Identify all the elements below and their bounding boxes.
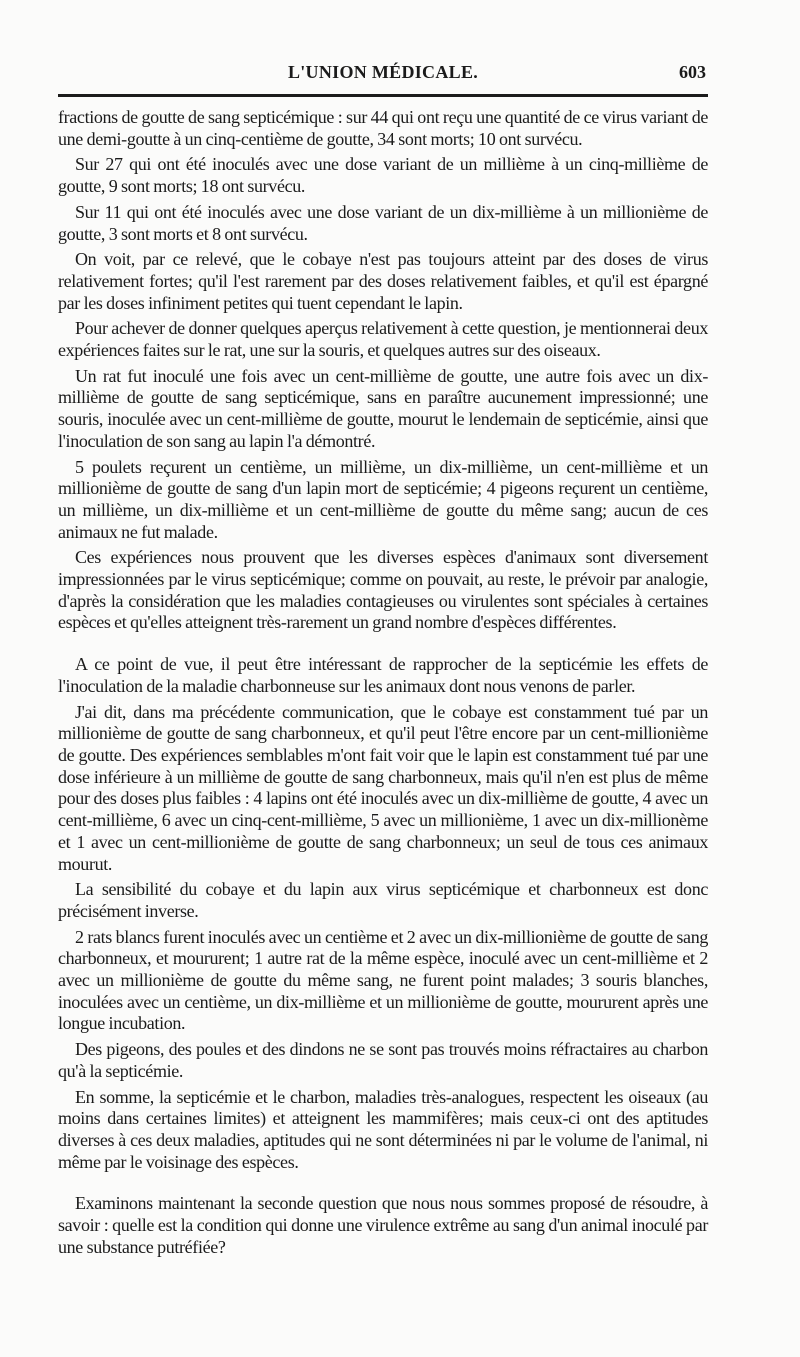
paragraph-8: Ces expériences nous prouvent que les diverses espèces d'animaux sont diversement impressionnées par le virus septicémique; comme on pouvait, au reste, le prévoir par analogie, d'après la considération que les maladies contagieuses ou virulentes sont spéciales à certaines espèces et qu'elles atteignent très-rarement un grand nombre d'espèces différentes. (58, 547, 708, 633)
journal-page (58, 56, 708, 1262)
running-header (58, 56, 708, 90)
paragraph-12: 2 rats blancs furent inoculés avec un centième et 2 avec un dix-millionième de goutte de sang charbonneux, et moururent; 1 autre rat de la même espèce, inoculé avec un cent-millième et 2 avec un millionième de goutte du même sang, ne furent point malades; 3 souris blanches, inoculées avec un centième, un dix-millième et un millionième de goutte, moururent après une longue incubation. (58, 926, 708, 1034)
paragraph-5: Pour achever de donner quelques aperçus relativement à cette question, je mentionnerai deux expériences faites sur le rat, une sur la souris, et quelques autres sur des oiseaux. (58, 318, 708, 361)
paragraph-9: A ce point de vue, il peut être intéressant de rapprocher de la septicémie les effets de l'inoculation de la maladie charbonneuse sur les animaux dont nous venons de parler. (58, 654, 708, 696)
paragraph-6: Un rat fut inoculé une fois avec un cent-millième de goutte, une autre fois avec un dix-millième de goutte de sang septicémique, sans en paraître aucunement impressionné; une souris, inoculée avec un cent-millième de goutte, mourut le lendemain de septicémie, ainsi que l'inoculation de son sang au lapin l'a démontré. (58, 365, 708, 451)
paragraph-7: 5 poulets reçurent un centième, un millième, un dix-millième, un cent-millième et un millionième de goutte de sang d'un lapin mort de septicémie; 4 pigeons reçurent un centième, un millième, un dix-millième et un cent-millième de goutte du même sang; aucun de ces animaux ne fut malade. (58, 456, 708, 542)
paragraph-13: Des pigeons, des poules et des dindons ne se sont pas trouvés moins réfractaires au charbon qu'à la septicémie. (58, 1039, 708, 1081)
paragraph-10: J'ai dit, dans ma précédente communication, que le cobaye est constamment tué par un millionième de goutte de sang charbonneux, et qu'il peut l'être encore par un cent-millionième de goutte. Des expériences semblables m'ont fait voir que le lapin est constamment tué par une dose inférieure à un millième de goutte de sang charbonneux, mais qu'il n'en est plus de même pour des doses plus faibles : 4 lapins ont été inoculés avec un dix-millième de goutte, 4 avec un cent-millième, 6 avec un cinq-cent-millième, 5 avec un millionième, 1 avec un dix-millionème et 1 avec un cent-millionième de goutte de sang charbonneux; un seul de tous ces animaux mourut. (58, 701, 708, 874)
paragraph-14: En somme, la septicémie et le charbon, maladies très-analogues, respectent les oiseaux (au moins dans certaines limites) et atteignent les mammifères; mais ceux-ci ont des aptitudes diverses à ces deux maladies, aptitudes qui ne sont déterminées ni par le volume de l'animal, ni même par le voisinage des espèces. (58, 1086, 708, 1172)
article-body (58, 107, 708, 1258)
paragraph-1: fractions de goutte de sang septicémique : sur 44 qui ont reçu une quantité de ce virus variant de une demi-goutte à un cinq-centième de goutte, 34 sont morts; 10 ont survécu. (58, 107, 708, 149)
page-number: 603 (679, 62, 706, 82)
paragraph-15: Examinons maintenant la seconde question que nous nous sommes proposé de résoudre, à savoir : quelle est la condition qui donne une virulence extrême au sang d'un animal inoculé par une substance putréfiée? (58, 1193, 708, 1257)
paragraph-4: On voit, par ce relevé, que le cobaye n'est pas toujours atteint par des doses de virus relativement fortes; qu'il l'est rarement par des doses relativement faibles, et qu'il est épargné par les doses infiniment petites qui tuent cependant le lapin. (58, 249, 708, 313)
running-title: L'UNION MÉDICALE. (287, 62, 479, 82)
paragraph-2: Sur 27 qui ont été inoculés avec une dose variant de un millième à un cinq-millième de goutte, 9 sont morts; 18 ont survécu. (58, 154, 708, 197)
paragraph-11: La sensibilité du cobaye et du lapin aux virus septicémique et charbonneux est donc précisément inverse. (58, 879, 708, 921)
paragraph-3: Sur 11 qui ont été inoculés avec une dose variant de un dix-millième à un millionième de goutte, 3 sont morts et 8 ont survécu. (58, 201, 708, 244)
header-rule (58, 94, 708, 97)
